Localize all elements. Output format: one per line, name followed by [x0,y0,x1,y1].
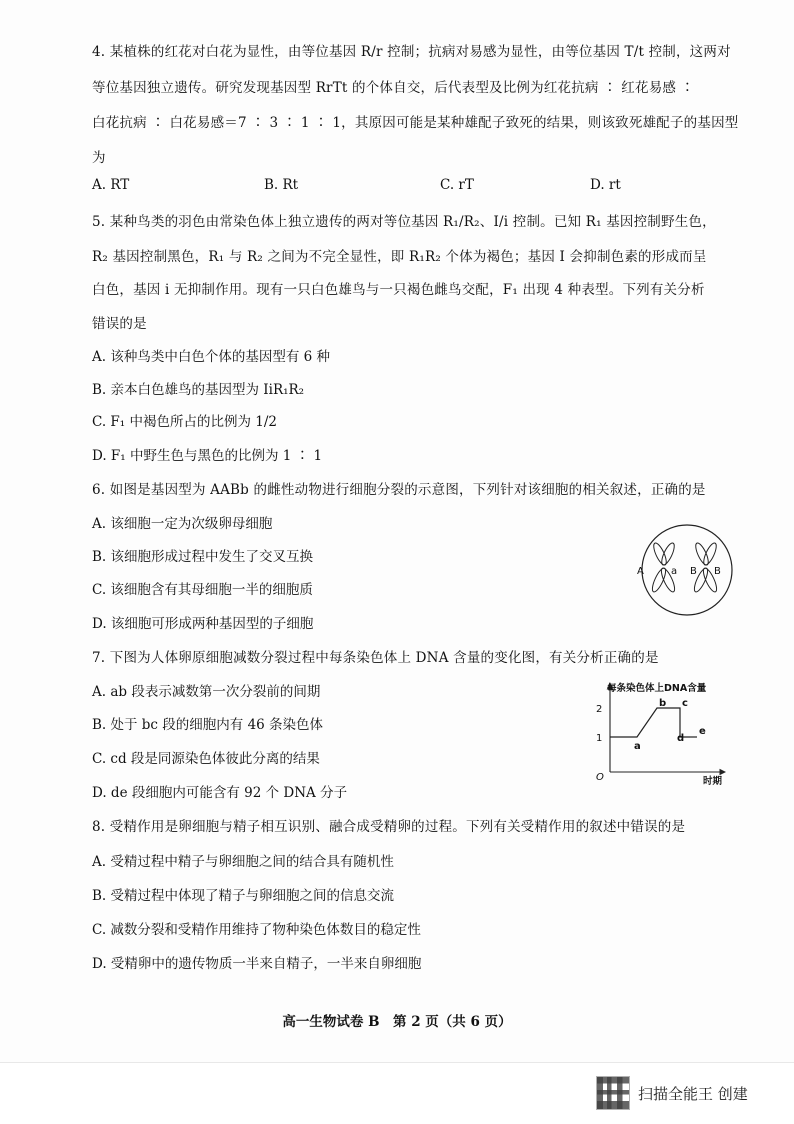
q7-option-b: B. 处于 bc 段的细胞内有 46 条染色体 [92,717,324,733]
scanner-watermark [596,1076,748,1110]
cell-division-figure [630,520,744,620]
q5-line-2: R₂ 基因控制黑色，R₁ 与 R₂ 之间为不完全显性，即 R₁R₂ 个体为褐色；基因 I 会抑制色素的形成而呈 [92,249,707,265]
gene-label-1: A [637,566,644,577]
graph-point-c: c [682,698,688,709]
gene-label-3: B [690,566,697,577]
q7-option-a: A. ab 段表示减数第一次分裂前的间期 [92,684,321,700]
q7-line-1: 7. 下图为人体卵原细胞减数分裂过程中每条染色体上 DNA 含量的变化图，有关分析正确的是 [92,650,659,666]
q5-line-4: 错误的是 [92,316,147,332]
q4-option-a: A. RT [92,177,130,193]
graph-point-b: b [659,698,667,709]
qr-code-icon [596,1076,630,1110]
graph-point-a: a [634,741,641,752]
q8-option-b: B. 受精过程中体现了精子与卵细胞之间的信息交流 [92,888,395,904]
graph-point-d: d [677,733,685,744]
q4-line-4: 为 [92,150,106,166]
graph-ytick-2: 2 [596,704,603,715]
q6-option-a: A. 该细胞一定为次级卵母细胞 [92,516,273,532]
q4-line-1: 4. 某植株的红花对白花为显性，由等位基因 R/r 控制；抗病对易感为显性，由等位基因 T/t 控制，这两对 [92,44,731,60]
q4-line-2: 等位基因独立遗传。研究发现基因型 RrTt 的个体自交，后代表型及比例为红花抗病 ∶ 红花易感 ∶ [92,80,695,96]
graph-ytick-1: 1 [596,733,603,744]
q4-line-3: 白花抗病 ∶ 白花易感＝7 ∶ 3 ∶ 1 ∶ 1，其原因可能是某种雄配子致死的结果，则该致死雄配子的基因型 [92,115,739,131]
q5-option-a: A. 该种鸟类中白色个体的基因型有 6 种 [92,349,331,365]
q6-option-c: C. 该细胞含有其母细胞一半的细胞质 [92,582,313,598]
q5-option-d: D. F₁ 中野生色与黑色的比例为 1 ∶ 1 [92,448,323,464]
page-footer: 高一生物试卷 B 第 2 页（共 6 页） [282,1014,512,1030]
q6-option-d: D. 该细胞可形成两种基因型的子细胞 [92,616,314,632]
q6-line-1: 6. 如图是基因型为 AABb 的雌性动物进行细胞分裂的示意图，下列针对该细胞的相关叙述，正确的是 [92,482,706,498]
q5-line-1: 5. 某种鸟类的羽色由常染色体上独立遗传的两对等位基因 R₁/R₂、I/i 控制。已知 R₁ 基因控制野生色， [92,214,716,230]
q5-option-b: B. 亲本白色雄鸟的基因型为 IiR₁R₂ [92,382,305,398]
graph-point-e: e [699,726,706,737]
q6-option-b: B. 该细胞形成过程中发生了交叉互换 [92,549,314,565]
scanner-label: 扫描全能王 创建 [638,1084,748,1103]
gene-label-2: a [671,566,678,577]
q8-line-1: 8. 受精作用是卵细胞与精子相互识别、融合成受精卵的过程。下列有关受精作用的叙述中错误的是 [92,819,686,835]
graph-origin: O [596,772,604,783]
q7-option-c: C. cd 段是同源染色体彼此分离的结果 [92,751,320,767]
q4-option-c: C. rT [440,177,474,193]
gene-label-4: B [714,566,721,577]
q5-option-c: C. F₁ 中褐色所占的比例为 1/2 [92,414,278,430]
q8-option-d: D. 受精卵中的遗传物质一半来自精子，一半来自卵细胞 [92,956,422,972]
q4-option-d: D. rt [590,177,621,193]
graph-x-label: 时期 [703,776,723,786]
q4-option-b: B. Rt [264,177,299,193]
q8-option-a: A. 受精过程中精子与卵细胞之间的结合具有随机性 [92,854,394,870]
q5-line-3: 白色，基因 i 无抑制作用。现有一只白色雄鸟与一只褐色雌鸟交配，F₁ 出现 4 种表型。下列有关分析 [92,282,705,298]
q8-option-c: C. 减数分裂和受精作用维持了物种染色体数目的稳定性 [92,922,421,938]
dna-content-graph [585,676,735,786]
q7-option-d: D. de 段细胞内可能含有 92 个 DNA 分子 [92,785,348,801]
graph-y-label: 每条染色体上DNA含量 [607,683,707,694]
